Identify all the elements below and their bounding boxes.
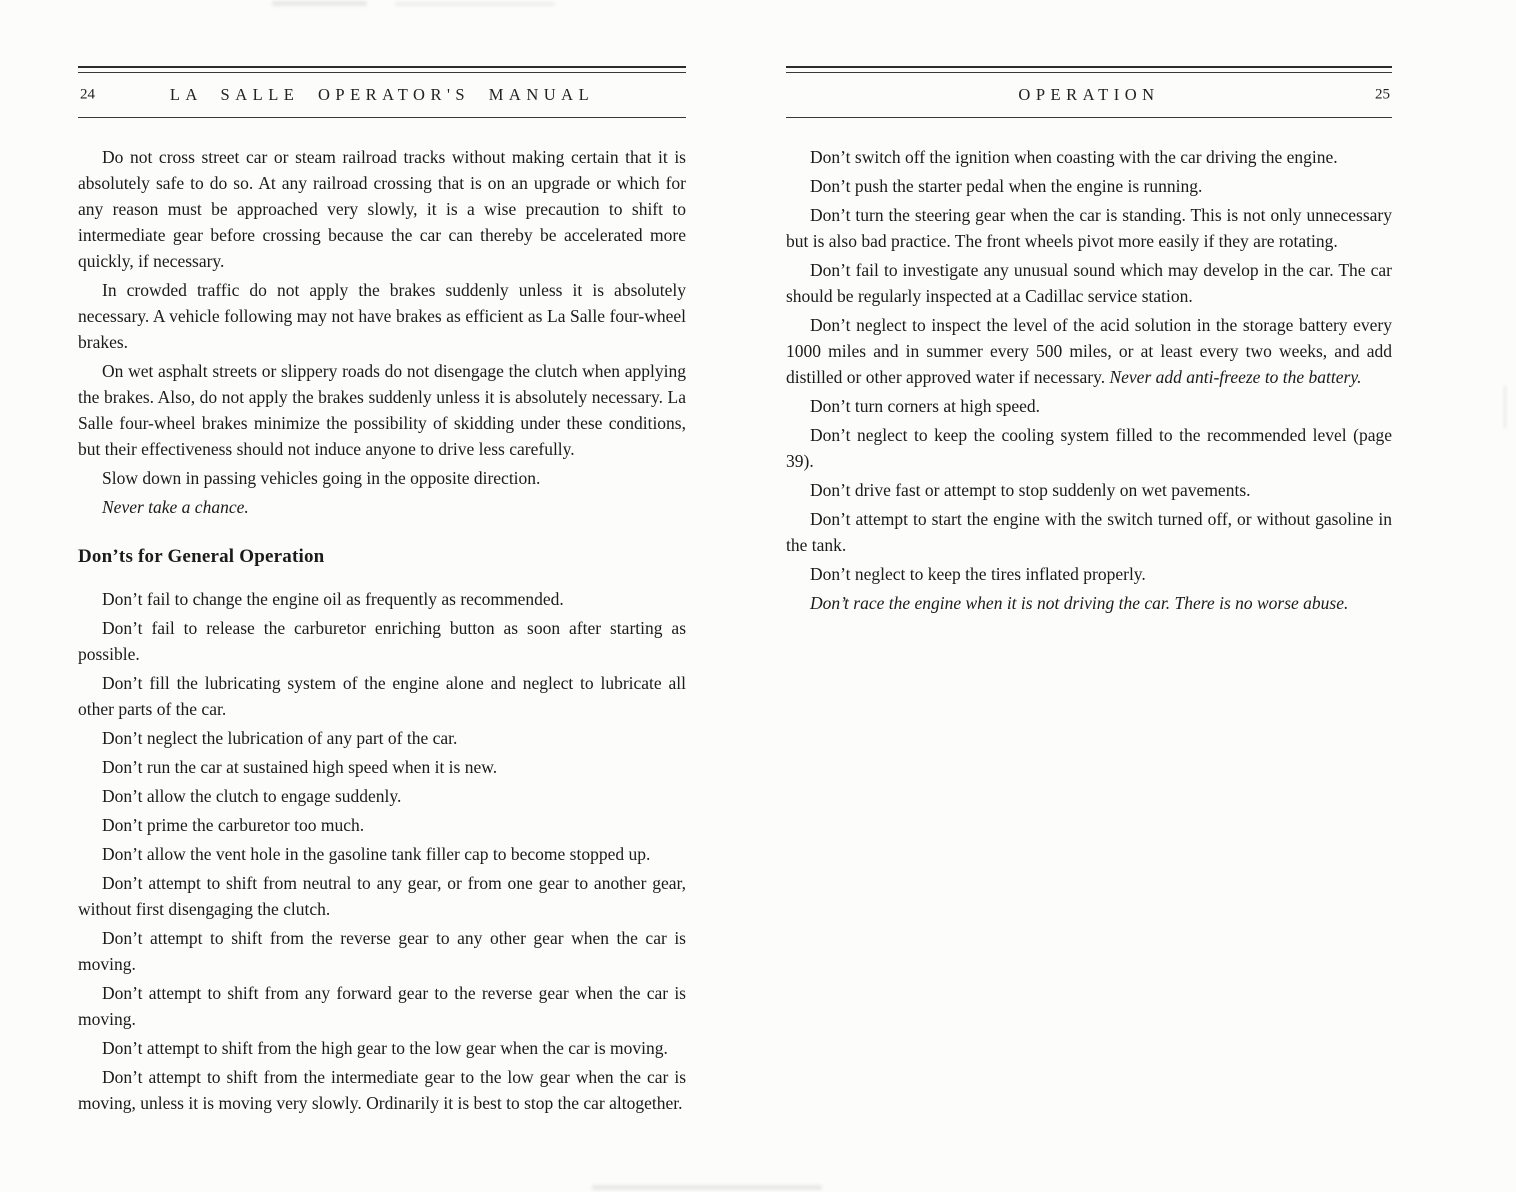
header-top-rule: [786, 66, 1392, 73]
scan-artifact: [395, 2, 555, 6]
paragraph: Don’t fail to change the engine oil as frequently as recommended.: [102, 589, 564, 609]
paragraph: Don’t run the car at sustained high speed when it is new.: [102, 757, 498, 777]
paragraph: Don’t prime the carburetor too much.: [102, 815, 365, 835]
paragraph: Don’t fill the lubricating system of the engine alone and neglect to lubricate all other parts of the car.: [78, 673, 686, 719]
paragraph: Don’t race the engine when it is not driving the car. There is no worse abuse.: [810, 593, 1349, 613]
paragraph: Don’t neglect the lubrication of any part of the car.: [102, 728, 458, 748]
paragraph: Don’t allow the vent hole in the gasoline tank filler cap to become stopped up.: [102, 844, 651, 864]
paragraph: Don’t neglect to keep the cooling system filled to the recommended level (page 39).: [786, 425, 1392, 471]
scan-artifact: [1504, 386, 1506, 428]
page-title: OPERATION: [1018, 85, 1160, 104]
paragraph: On wet asphalt streets or slippery roads do not disengage the clutch when applying the brakes. Also, do not apply the brakes suddenly unless it is absolutely necessary. La Salle four-wheel brakes minimize the possibility of skidding under these conditions, but their effectiveness should not induce anyone to drive less carefully.: [78, 361, 686, 459]
paragraph: Don’t allow the clutch to engage suddenly.: [102, 786, 402, 806]
paragraph: Don’t fail to release the carburetor enriching button as soon after starting as possible.: [78, 618, 686, 664]
paragraph: Don’t attempt to shift from any forward gear to the reverse gear when the car is moving.: [78, 983, 686, 1029]
paragraph: Don’t turn corners at high speed.: [810, 396, 1041, 416]
paragraph: Don’t attempt to shift from the high gear to the low gear when the car is moving.: [102, 1038, 668, 1058]
paragraph-emphasis: Never add anti-freeze to the battery.: [1109, 367, 1362, 387]
paragraph: In crowded traffic do not apply the brakes suddenly unless it is absolutely necessary. A vehicle following may not have brakes as efficient as La Salle four-wheel brakes.: [78, 280, 686, 352]
paragraph: Don’t attempt to shift from neutral to any gear, or from one gear to another gear, without first disengaging the clutch.: [78, 873, 686, 919]
paragraph: Don’t attempt to shift from the intermediate gear to the low gear when the car is moving, unless it is moving very slowly. Ordinarily it is best to stop the car altogether.: [78, 1067, 686, 1113]
right-page: [786, 66, 1392, 619]
page-title: LA SALLE OPERATOR'S MANUAL: [169, 85, 595, 104]
right-page-header: [786, 73, 1392, 117]
paragraph: Don’t attempt to start the engine with the switch turned off, or without gasoline in the tank.: [786, 509, 1392, 555]
paragraph: Don’t drive fast or attempt to stop suddenly on wet pavements.: [810, 480, 1251, 500]
header-bottom-rule: [78, 117, 686, 118]
paragraph: Do not cross street car or steam railroad tracks without making certain that it is absolutely safe to do so. At any railroad crossing that is on an upgrade or which for any reason must be approached very slowly, it is a wise precaution to shift to intermediate gear before crossing because the car can thereby be accelerated more quickly, if necessary.: [78, 147, 686, 271]
right-page-body: [786, 144, 1392, 616]
header-top-rule: [78, 66, 686, 73]
paragraph-text: Don’t neglect to inspect the level of the acid solution in the storage battery every 1000 miles and in summer every 500 miles, or at least every two weeks, and add distilled or other approved water if necessary.: [786, 315, 1392, 387]
header-bottom-rule: [786, 117, 1392, 118]
paragraph: Don’t push the starter pedal when the engine is running.: [810, 176, 1203, 196]
paragraph: Never take a chance.: [102, 497, 249, 517]
paragraph: Don’t attempt to shift from the reverse gear to any other gear when the car is moving.: [78, 928, 686, 974]
left-page-header: [78, 73, 686, 117]
paragraph: Don’t fail to investigate any unusual sound which may develop in the car. The car should be regularly inspected at a Cadillac service station.: [786, 260, 1392, 306]
paragraph: Don’t switch off the ignition when coasting with the car driving the engine.: [810, 147, 1338, 167]
left-page-body: [78, 144, 686, 1116]
left-page: [78, 66, 686, 1119]
paragraph: Don’t neglect to keep the tires inflated properly.: [810, 564, 1146, 584]
paragraph: Don’t turn the steering gear when the car is standing. This is not only unnecessary but is also bad practice. The front wheels pivot more easily if they are rotating.: [786, 205, 1392, 251]
page-number: 25: [1375, 86, 1390, 103]
scan-artifact: [592, 1185, 822, 1190]
paragraph: [786, 312, 1392, 390]
page-number: 24: [80, 86, 95, 103]
paragraph: Slow down in passing vehicles going in the opposite direction.: [102, 468, 541, 488]
scan-artifact: [272, 1, 367, 6]
section-heading: Don’ts for General Operation: [78, 546, 325, 567]
